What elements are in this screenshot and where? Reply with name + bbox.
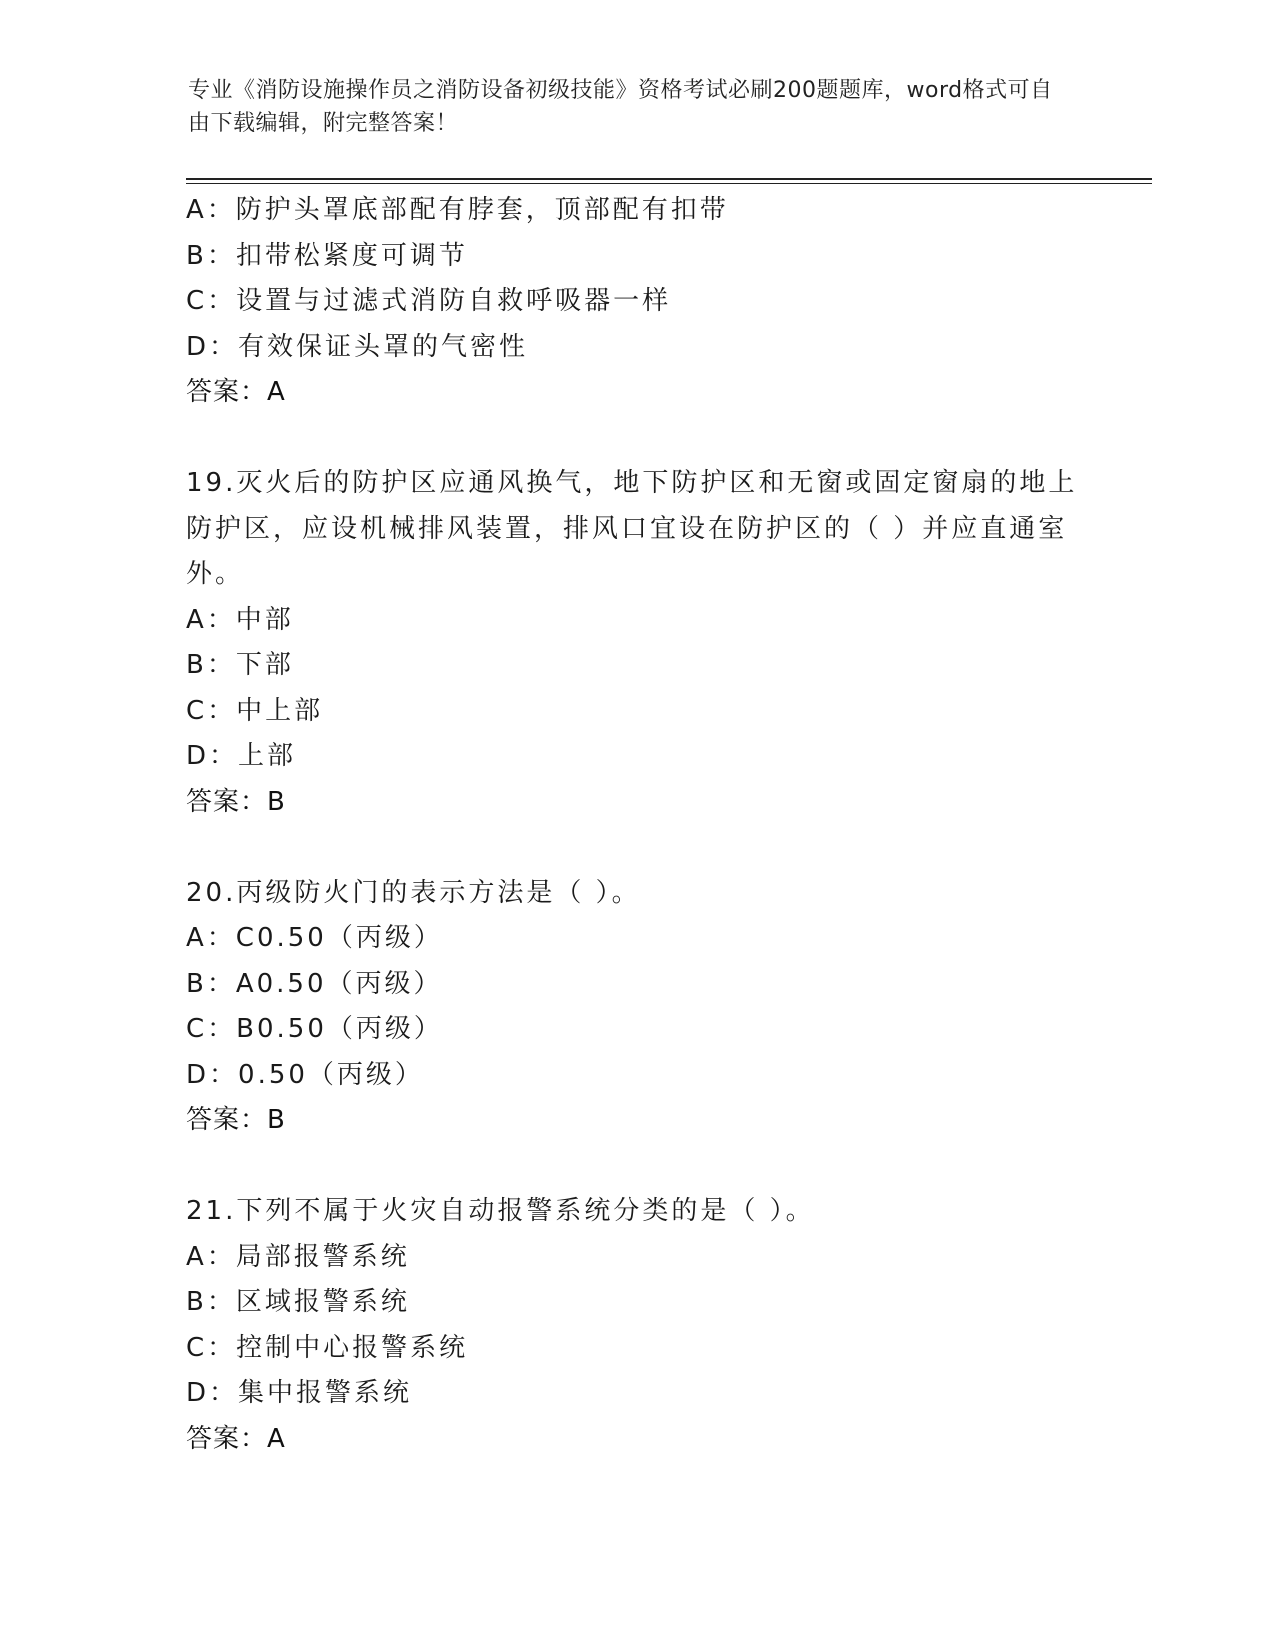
question-text: 20.丙级防火门的表示方法是（ ）。 — [186, 877, 641, 908]
option-b: B：区域报警系统 — [186, 1287, 410, 1317]
answer-line: 答案：A — [186, 1423, 286, 1454]
option-b: B：A0.50（丙级） — [186, 968, 443, 999]
option-c: C：B0.50（丙级） — [186, 1014, 443, 1044]
option-c: C：中上部 — [186, 695, 324, 726]
header-divider-thick — [186, 178, 1152, 180]
option-d: D：上部 — [186, 741, 297, 771]
option-c: C：控制中心报警系统 — [186, 1332, 469, 1363]
option-b: B：下部 — [186, 650, 294, 680]
answer-line: 答案：A — [186, 377, 286, 407]
question-block — [186, 871, 1086, 1144]
block-spacer — [186, 1144, 1086, 1190]
option-a: A：C0.50（丙级） — [186, 923, 443, 953]
question-block — [186, 461, 1086, 825]
question-text: 21.下列不属于火灾自动报警系统分类的是（ ）。 — [186, 1196, 815, 1226]
header-divider-thin — [186, 183, 1152, 184]
option-d: D：集中报警系统 — [186, 1378, 413, 1408]
option-d: D：有效保证头罩的气密性 — [186, 331, 529, 362]
option-a: A：局部报警系统 — [186, 1241, 410, 1272]
question-text: 19.灭火后的防护区应通风换气，地下防护区和无窗或固定窗扇的地上防护区，应设机械排风装置，排风口宜设在防护区的（ ）并应直通室外。 — [186, 468, 1078, 589]
block-spacer — [186, 825, 1086, 871]
block-spacer — [186, 416, 1086, 462]
option-c: C：设置与过滤式消防自救呼吸器一样 — [186, 286, 672, 316]
option-b: B：扣带松紧度可调节 — [186, 240, 468, 271]
question-block — [186, 188, 1086, 416]
document-header: 专业《消防设施操作员之消防设备初级技能》资格考试必刷200题题库，word格式可自由下载编辑，附完整答案！ — [188, 78, 1053, 136]
answer-line: 答案：B — [186, 786, 286, 817]
answer-line: 答案：B — [186, 1105, 286, 1135]
option-d: D：0.50（丙级） — [186, 1059, 424, 1090]
question-list — [186, 188, 1086, 1462]
option-a: A：防护头罩底部配有脖套，顶部配有扣带 — [186, 195, 729, 225]
question-block — [186, 1189, 1086, 1462]
option-a: A：中部 — [186, 604, 294, 635]
